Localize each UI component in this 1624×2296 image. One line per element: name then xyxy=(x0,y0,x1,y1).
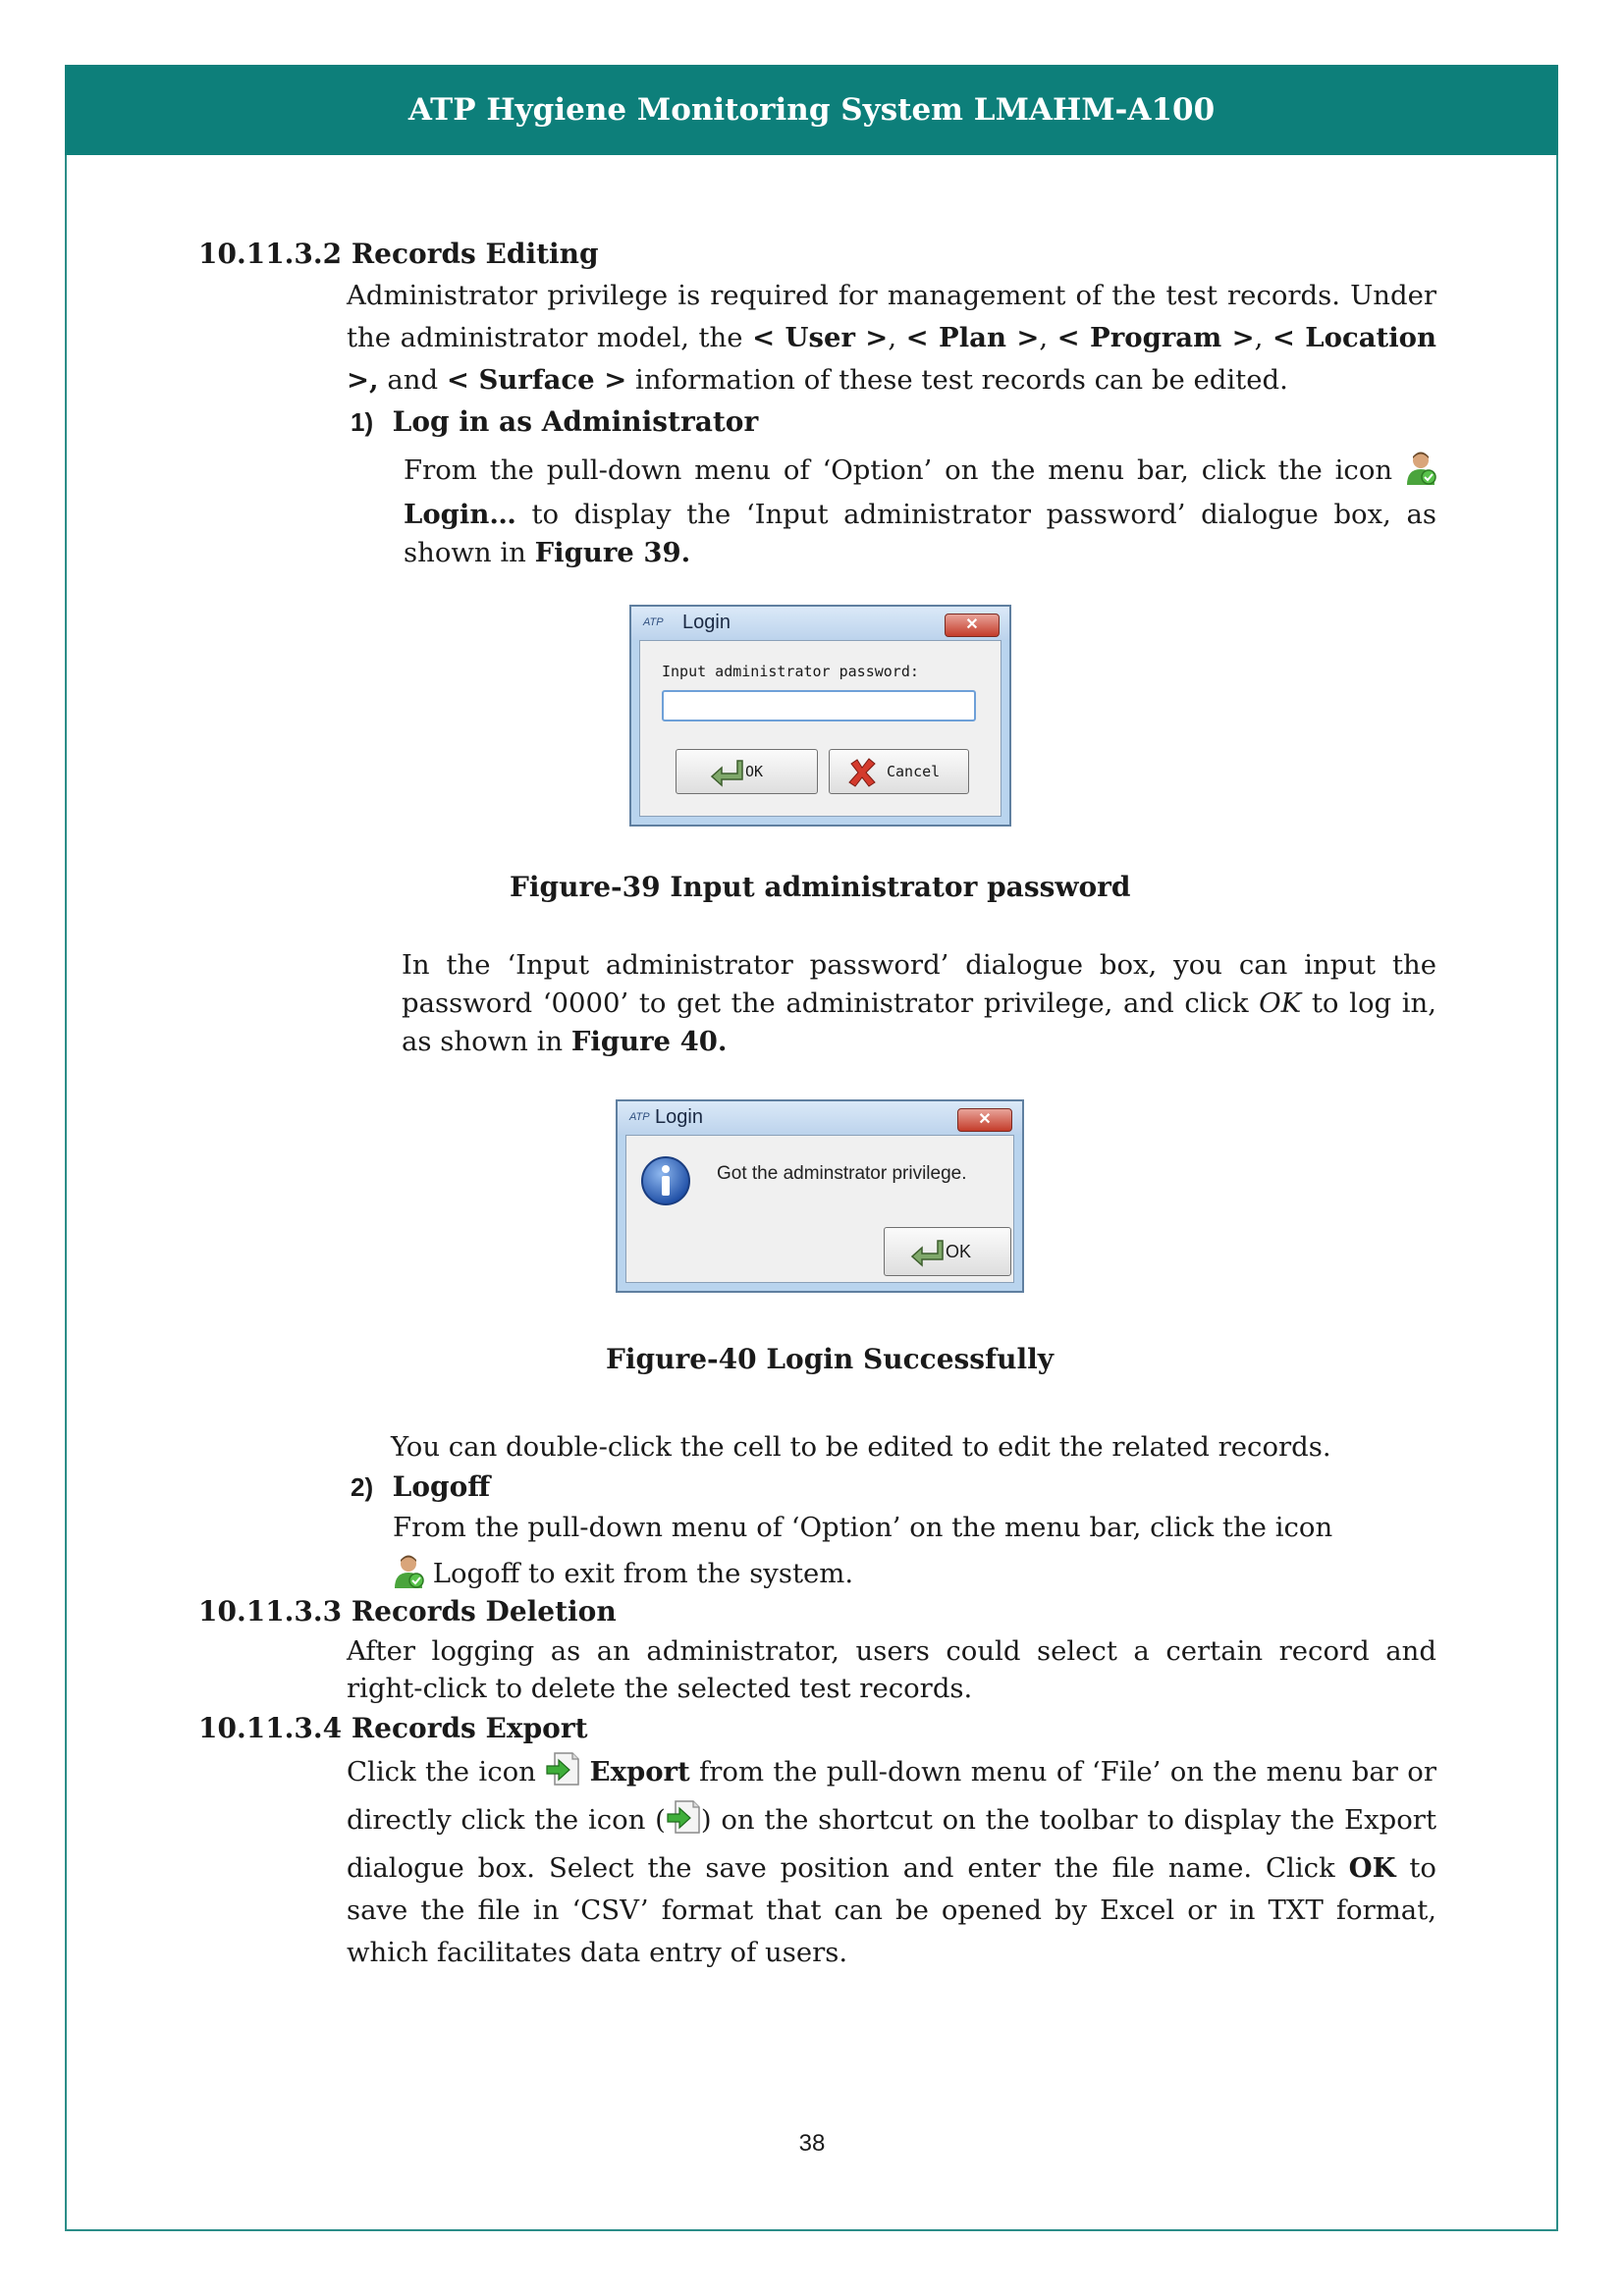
export-icon xyxy=(666,1799,701,1847)
cancel-button[interactable] xyxy=(829,749,969,794)
page-number: 38 xyxy=(798,2130,826,2157)
section-intro: Administrator privilege is required for management of the test records. Under the administrator model, the < User >, < Plan >, < Program >, < Location >, and < Surface > information of these test records can be edited. xyxy=(347,280,1437,396)
ok-arrow-icon xyxy=(910,1238,944,1272)
export-icon xyxy=(545,1751,580,1799)
app-logo: ATP xyxy=(643,616,664,628)
step-text: Logoff to exit from the system. xyxy=(393,1553,1434,1598)
step-title: Logoff xyxy=(392,1470,491,1503)
title-bar xyxy=(631,607,1009,640)
section-title: Records Deletion xyxy=(351,1595,617,1628)
ok-label: OK xyxy=(946,1242,972,1261)
dialog-body xyxy=(625,1135,1014,1283)
info-icon xyxy=(640,1155,691,1211)
close-button[interactable]: ✕ xyxy=(945,614,1000,637)
section-heading xyxy=(198,236,599,273)
login-dialog xyxy=(629,605,1011,827)
section-heading xyxy=(198,1593,617,1630)
page-header: ATP Hygiene Monitoring System LMAHM-A100 xyxy=(65,65,1558,155)
step-number: 2) xyxy=(351,1472,374,1502)
dialog-body xyxy=(639,640,1001,817)
ok-label: OK xyxy=(745,763,764,780)
dialog-title: Login xyxy=(682,612,731,633)
step-title: Log in as Administrator xyxy=(392,405,759,438)
login-success-dialog xyxy=(616,1099,1024,1293)
section-heading xyxy=(198,1710,588,1747)
paragraph: After logging as an administrator, users could select a certain record and right-click to delete the selected test records. xyxy=(347,1635,1436,1704)
password-input[interactable] xyxy=(662,690,976,721)
cancel-label: Cancel xyxy=(887,763,941,780)
figure-caption: Figure-40 Login Successfully xyxy=(606,1343,1054,1375)
cancel-x-icon xyxy=(847,758,877,792)
password-label: Input administrator password: xyxy=(662,663,919,680)
section-number: 10.11.3.3 xyxy=(198,1595,343,1628)
ok-button[interactable] xyxy=(884,1227,1011,1276)
ok-button[interactable] xyxy=(676,749,818,794)
step-number: 1) xyxy=(351,407,374,437)
ok-arrow-icon xyxy=(710,758,743,792)
step-text: From the pull-down menu of ‘Option’ on the menu bar, click the icon xyxy=(393,1512,1333,1543)
step-heading xyxy=(351,1468,490,1506)
step-text: From the pull-down menu of ‘Option’ on the menu bar, click the icon Login… to display the ‘Input administrator password’ dialogue box, as shown in Figure 39. xyxy=(404,450,1436,572)
paragraph: You can double-click the cell to be edited to edit the related records. xyxy=(391,1431,1331,1463)
user-icon xyxy=(1405,450,1436,496)
message-text: Got the adminstrator privilege. xyxy=(717,1163,967,1184)
section-number: 10.11.3.4 xyxy=(198,1712,343,1744)
title-bar xyxy=(618,1101,1022,1135)
dialog-title: Login xyxy=(655,1106,703,1128)
close-button[interactable]: ✕ xyxy=(957,1108,1012,1132)
paragraph: In the ‘Input administrator password’ dialogue box, you can input the password ‘0000’ to get the administrator privilege, and click OK to log in, as shown in Figure 40. xyxy=(402,949,1436,1057)
user-icon xyxy=(393,1553,424,1598)
app-logo: ATP xyxy=(629,1111,650,1123)
section-title: Records Editing xyxy=(351,238,599,270)
section-number: 10.11.3.2 xyxy=(198,238,343,270)
step-heading xyxy=(351,403,758,441)
section-title: Records Export xyxy=(351,1712,588,1744)
paragraph: Click the icon Export from the pull-down menu of ‘File’ on the menu bar or directly click the icon ( ) on the shortcut on the toolbar to display the Export dialogue box. Select the save position and enter the file name. Click OK to save the file in ‘CSV’ format that can be opened by Excel or in TXT format, which facilitates data entry of users. xyxy=(347,1751,1436,1974)
figure-caption: Figure-39 Input administrator password xyxy=(510,871,1131,903)
